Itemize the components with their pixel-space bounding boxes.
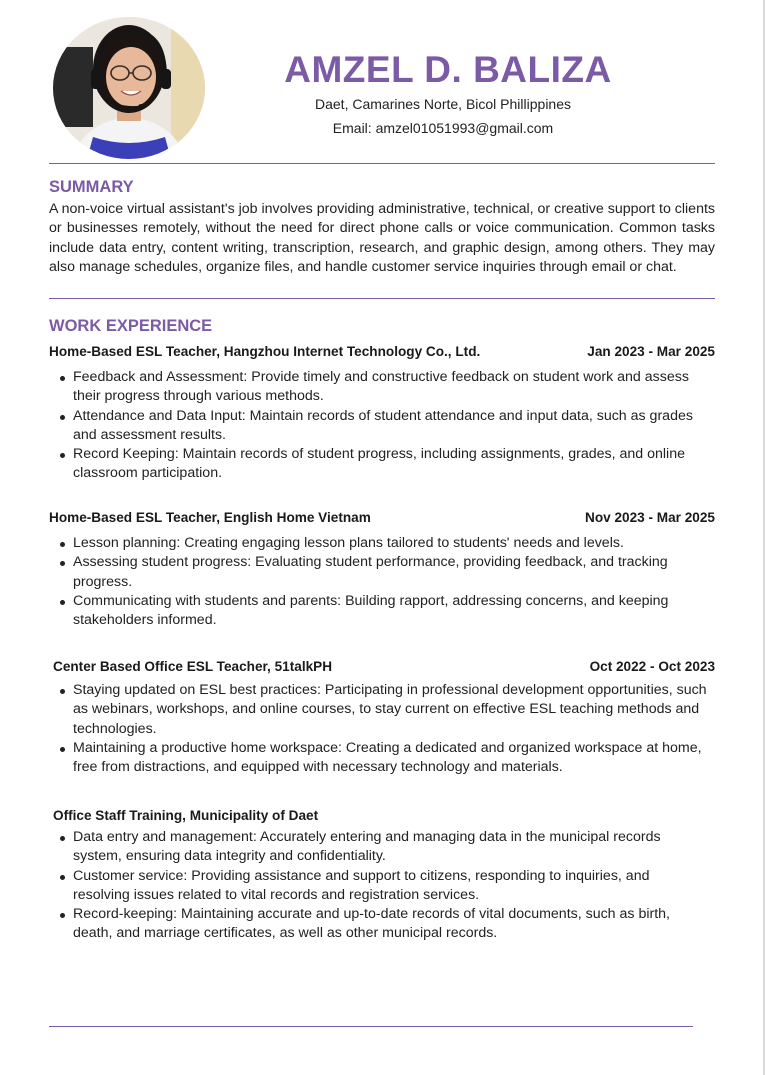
bullet-item: Customer service: Providing assistance and support to citizens, responding to inquiries, and resolving issues related to vital records and registration services. (57, 867, 707, 906)
bullet-item: Communicating with students and parents: Building rapport, addressing concerns, and keeping stakeholders informed. (57, 592, 707, 631)
job-bullets (57, 534, 707, 630)
summary-text: A non-voice virtual assistant's job involves providing administrative, technical, or creative support to clients or businesses remotely, without the need for direct phone calls or voice communication. Common tasks include data entry, content writing, transcription, research, and graphic design, among others. They may also manage schedules, organize files, and handle customer service inquiries through email or chat. (49, 201, 715, 275)
bullet-item: Staying updated on ESL best practices: Participating in professional development opportunities, such as webinars, workshops, and online courses, to stay current on effective ESL teaching methods and technologies. (57, 681, 707, 739)
summary-heading: SUMMARY (49, 178, 134, 196)
job-title: Home-Based ESL Teacher, English Home Vietnam (49, 510, 371, 525)
work-experience-heading: WORK EXPERIENCE (49, 317, 213, 335)
bullet-item: Maintaining a productive home workspace: Creating a dedicated and organized workspace at home, free from distractions, and equipped with necessary technology and materials. (57, 739, 707, 778)
summary-divider (49, 298, 715, 299)
bullet-item: Record Keeping: Maintain records of student progress, including assignments, grades, and online classroom participation. (57, 445, 707, 484)
candidate-name: AMZEL D. BALIZA (284, 49, 612, 90)
bullet-item: Feedback and Assessment: Provide timely and constructive feedback on student work and assess their progress through various methods. (57, 368, 707, 407)
bullet-item: Attendance and Data Input: Maintain records of student attendance and input data, such as grades and assessment results. (57, 407, 707, 446)
job-title: Home-Based ESL Teacher, Hangzhou Internet Technology Co., Ltd. (49, 344, 481, 359)
job-bullets (57, 828, 707, 944)
address: Daet, Camarines Norte, Bicol Phillippines (315, 96, 571, 112)
profile-photo (53, 17, 205, 159)
bullet-item: Data entry and management: Accurately entering and managing data in the municipal records system, ensuring data integrity and confidentiality. (57, 828, 707, 867)
email: Email: amzel01051993@gmail.com (332, 120, 554, 136)
bullet-item: Assessing student progress: Evaluating student performance, providing feedback, and tracking progress. (57, 553, 707, 592)
bullet-item: Record-keeping: Maintaining accurate and up-to-date records of vital documents, such as birth, death, and marriage certificates, as well as other municipal records. (57, 905, 707, 944)
job-title: Office Staff Training, Municipality of Daet (53, 808, 319, 823)
job-title: Center Based Office ESL Teacher, 51talkPH (53, 659, 333, 674)
job-dates: Oct 2022 - Oct 2023 (589, 659, 715, 674)
footer-divider (49, 1026, 693, 1027)
job-bullets (57, 681, 707, 777)
job-dates: Jan 2023 - Mar 2025 (587, 344, 715, 359)
job-dates: Nov 2023 - Mar 2025 (585, 510, 715, 525)
header-divider (49, 163, 715, 164)
bullet-item: Lesson planning: Creating engaging lesson plans tailored to students' needs and levels. (57, 534, 707, 553)
job-bullets (57, 368, 707, 484)
